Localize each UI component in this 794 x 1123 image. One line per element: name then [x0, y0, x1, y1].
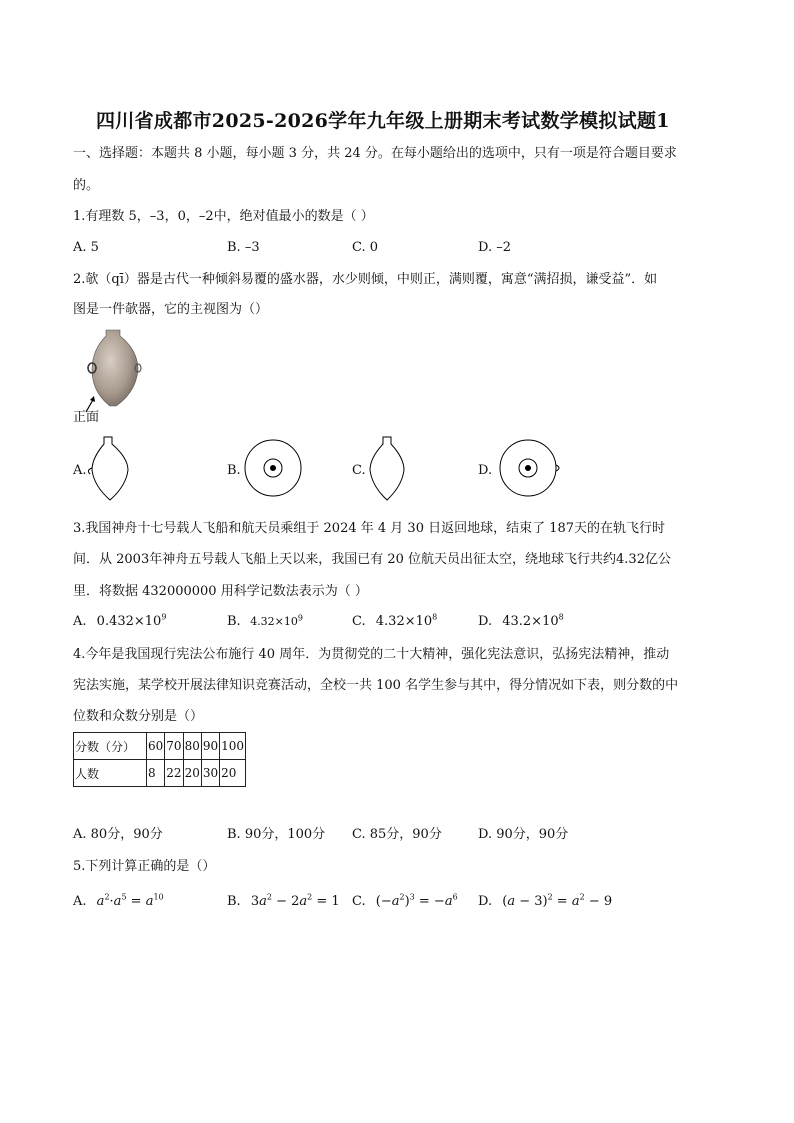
q2-option-b-letter: B. — [227, 463, 241, 478]
question-3-stem: 3.我国神舟十七号载人飞船和航天员乘组于 2024 年 4 月 30 日返回地球，结束了 187天的在轨飞行时 — [73, 521, 666, 536]
vase-photo — [84, 328, 144, 414]
option-c-vase-outline — [366, 436, 416, 502]
table-row — [74, 733, 246, 760]
page-title: 四川省成都市2025-2026学年九年级上册期末考试数学模拟试题1 — [96, 110, 670, 132]
q3-option-c: C. $4.32\times 10^8$ — [352, 612, 438, 629]
question-2-stem: 2.欹（qī）器是古代一种倾斜易覆的盛水器，水少则倾，中则正，满则覆，寓意“满招损，谦受益”．如 — [73, 272, 658, 287]
q3-option-b: B. $4.32\times 10^9$ — [227, 613, 303, 629]
table-cell: 20 — [183, 760, 201, 787]
q1-option-b: B. –3 — [227, 240, 260, 255]
table-cell: 8 — [147, 760, 165, 787]
question-5-stem: 5.下列计算正确的是（） — [73, 859, 216, 874]
table-cell: 60 — [147, 733, 165, 760]
q2-option-a-letter: A. — [73, 463, 87, 478]
question-3-stem-cont2: 里．将数据 432000000 用科学记数法表示为（ ） — [73, 584, 368, 599]
q5-option-b: B. $3a^2 - 2a^2 = 1$ — [227, 892, 340, 909]
table-cell: 90 — [201, 733, 219, 760]
q3-option-d: D. $43.2\times 10^8$ — [478, 612, 564, 629]
q4-option-c: C. 85分，90分 — [352, 827, 442, 842]
formula-c: $(-a^2)^3 = -a^6$ — [375, 892, 458, 909]
q1-option-d: D. –2 — [478, 240, 511, 255]
option-a-vase-outline — [84, 436, 134, 502]
front-view-label: 正面 — [73, 410, 100, 425]
section-heading: 一、选择题：本题共 8 小题，每小题 3 分，共 24 分。在每小题给出的选项中，只有一项是符合题目要求 — [73, 146, 677, 161]
score-table — [73, 732, 246, 787]
q5-option-d: D. $(a - 3)^2 = a^2 - 9$ — [478, 892, 613, 909]
table-cell: 80 — [183, 733, 201, 760]
q4-option-d: D. 90分，90分 — [478, 827, 569, 842]
table-cell: 20 — [220, 760, 246, 787]
table-cell: 人数 — [74, 760, 147, 787]
formula-d: $(a - 3)^2 = a^2 - 9$ — [502, 892, 613, 909]
q3-option-a: A. $0.432\times 10^9$ — [73, 612, 167, 629]
question-1-stem: 1.有理数 5，–3，0，–2中，绝对值最小的数是（ ） — [73, 209, 374, 224]
formula-b: $3a^2 - 2a^2 = 1$ — [250, 892, 340, 909]
q1-option-a: A. 5 — [73, 240, 99, 255]
question-3-stem-cont: 间．从 2003年神舟五号载人飞船上天以来，我国已有 20 位航天员出征太空，绕地球飞行共约4.32亿公 — [73, 552, 671, 567]
q1-option-c: C. 0 — [352, 240, 379, 255]
question-4-stem: 4.今年是我国现行宪法公布施行 40 周年．为贯彻党的二十大精神，强化宪法意识，弘扬宪法精神，推动 — [73, 647, 670, 662]
q4-option-b: B. 90分，100分 — [227, 827, 326, 842]
table-cell: 分数（分） — [74, 733, 147, 760]
formula-a: $a^2\cdot a^5 = a^{10}$ — [96, 892, 164, 909]
question-4-stem-cont2: 位数和众数分别是（） — [73, 709, 204, 724]
question-4-stem-cont: 宪法实施，某学校开展法律知识竞赛活动，全校一共 100 名学生参与其中，得分情况如下表，则分数的中 — [73, 678, 679, 693]
section-heading-cont: 的。 — [73, 178, 100, 193]
option-b-top-view — [243, 438, 303, 498]
q2-option-d-letter: D. — [478, 463, 493, 478]
q5-option-a: A. $a^2\cdot a^5 = a^{10}$ — [73, 892, 164, 909]
q5-option-c: C. $(-a^2)^3 = -a^6$ — [352, 892, 458, 909]
question-2-stem-cont: 图是一件欹器，它的主视图为（） — [73, 302, 269, 317]
q2-option-c-letter: C. — [352, 463, 366, 478]
table-row — [74, 760, 246, 787]
table-cell: 100 — [220, 733, 246, 760]
table-cell: 22 — [165, 760, 183, 787]
table-cell: 30 — [201, 760, 219, 787]
table-cell: 70 — [165, 733, 183, 760]
q4-option-a: A. 80分，90分 — [73, 827, 163, 842]
option-d-top-view — [498, 438, 568, 498]
